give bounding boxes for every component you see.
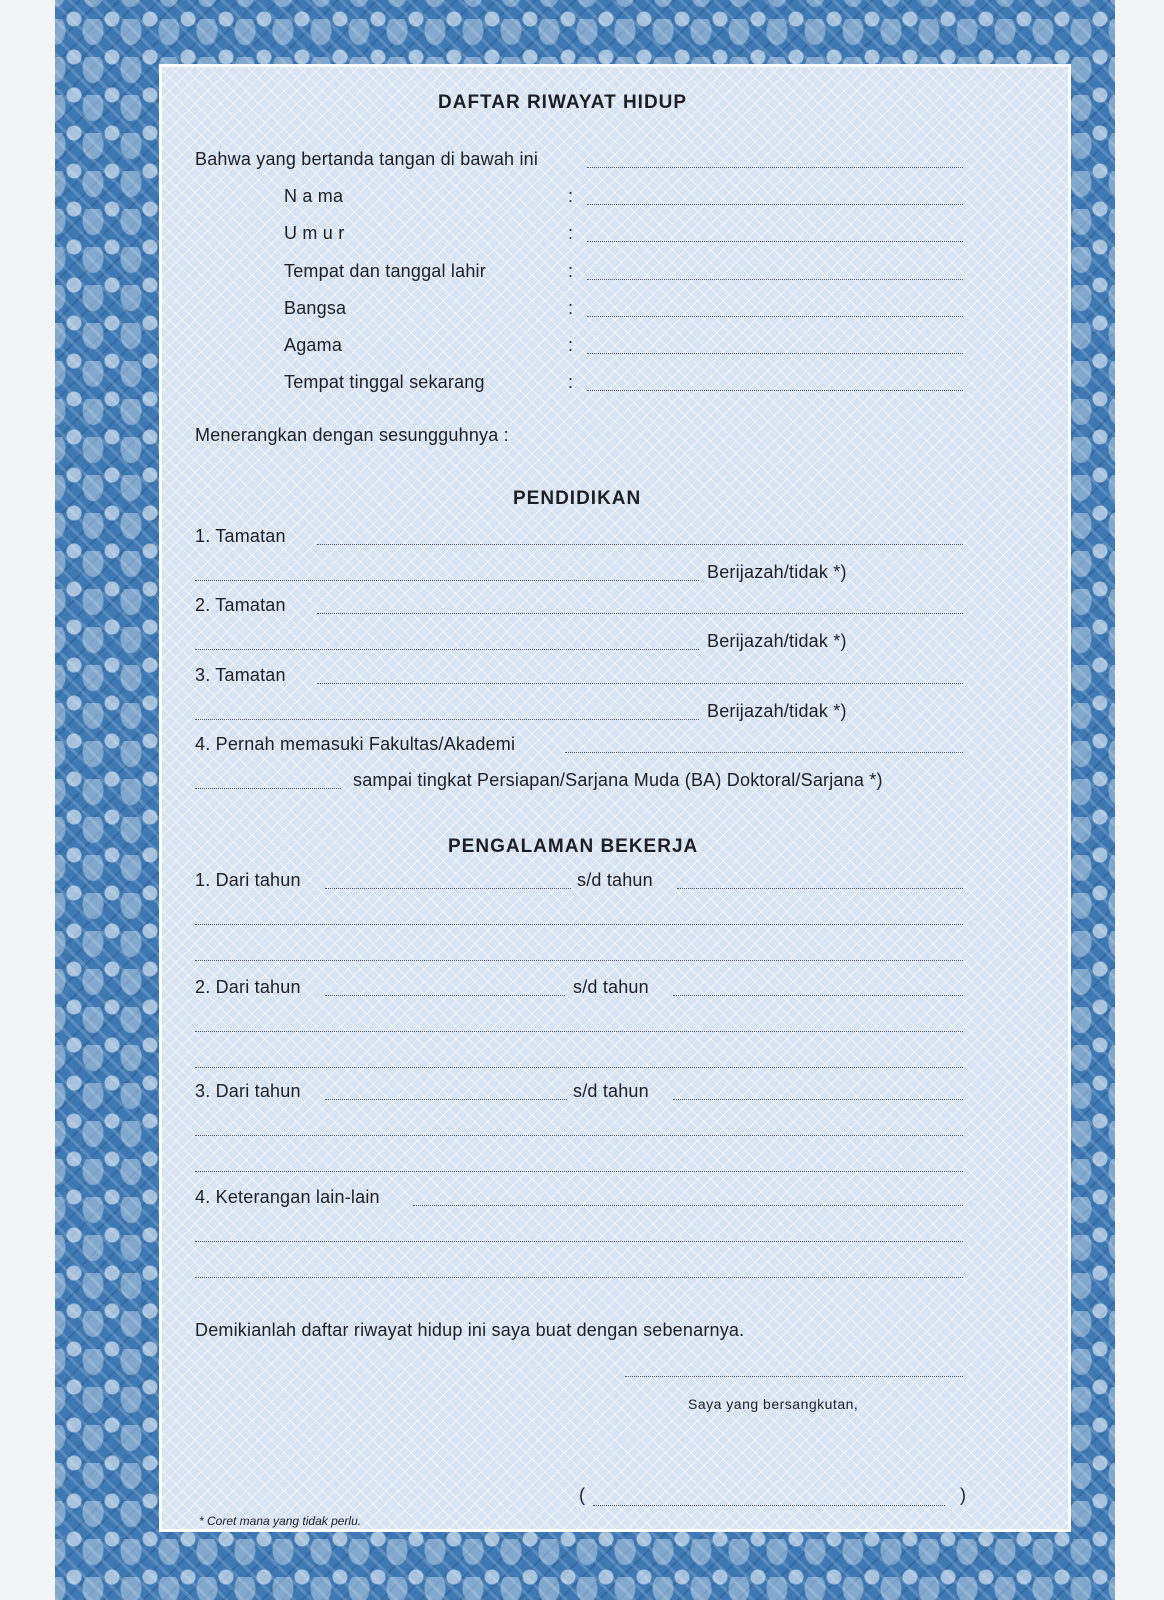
closing-text: Demikianlah daftar riwayat hidup ini saya buat dengan sebenarnya. [195, 1320, 745, 1340]
pengalaman-detail-3b[interactable] [195, 1171, 963, 1172]
field-colon: : [568, 223, 574, 243]
field-colon: : [568, 261, 574, 281]
tamatan-input-3[interactable] [317, 683, 963, 684]
keterangan-detail-b[interactable] [195, 1277, 963, 1278]
sd-tahun-input-2[interactable] [673, 995, 963, 996]
signature-close-paren: ) [960, 1485, 967, 1505]
tamatan-input-2b[interactable] [195, 649, 699, 650]
pengalaman-heading: PENGALAMAN BEKERJA [448, 836, 699, 857]
form-title: DAFTAR RIWAYAT HIDUP [438, 92, 688, 113]
field-input-tempat-tinggal[interactable] [587, 390, 963, 391]
tamatan-input-1b[interactable] [195, 580, 699, 581]
field-label-ttl: Tempat dan tanggal lahir [284, 261, 486, 281]
keterangan-input[interactable] [413, 1205, 963, 1206]
pengalaman-detail-2b[interactable] [195, 1067, 963, 1068]
signature-open-paren: ( [579, 1485, 586, 1505]
sd-tahun-label-2: s/d tahun [573, 977, 649, 997]
field-colon: : [568, 372, 574, 392]
dari-tahun-input-3[interactable] [325, 1099, 567, 1100]
pendidikan-heading: PENDIDIKAN [513, 488, 642, 509]
dari-tahun-label-1: 1. Dari tahun [195, 870, 301, 890]
intro-text: Bahwa yang bertanda tangan di bawah ini [195, 149, 539, 169]
sd-tahun-input-3[interactable] [673, 1099, 963, 1100]
berijazah-label-3: Berijazah/tidak *) [707, 701, 847, 721]
pengalaman-detail-1b[interactable] [195, 960, 963, 961]
field-colon: : [568, 298, 574, 318]
tamatan-label-3: 3. Tamatan [195, 665, 286, 685]
fakultas-input[interactable] [565, 752, 963, 753]
field-input-umur[interactable] [587, 241, 963, 242]
field-label-nama: N a ma [284, 186, 344, 206]
tamatan-label-1: 1. Tamatan [195, 526, 286, 546]
dari-tahun-label-3: 3. Dari tahun [195, 1081, 301, 1101]
tamatan-input-1[interactable] [317, 544, 963, 545]
footnote: * Coret mana yang tidak perlu. [199, 1514, 362, 1528]
place-date-input[interactable] [625, 1376, 963, 1377]
sd-tahun-label-1: s/d tahun [577, 870, 653, 890]
intro-line[interactable] [587, 167, 963, 168]
form-panel [159, 64, 1071, 1532]
signature-caption: Saya yang bersangkutan, [688, 1396, 859, 1412]
dari-tahun-input-2[interactable] [325, 995, 565, 996]
field-label-umur: U m u r [284, 223, 345, 243]
tamatan-input-3b[interactable] [195, 719, 699, 720]
sd-tahun-label-3: s/d tahun [573, 1081, 649, 1101]
sd-tahun-input-1[interactable] [677, 888, 963, 889]
field-input-nama[interactable] [587, 204, 963, 205]
field-colon: : [568, 186, 574, 206]
fakultas-label: 4. Pernah memasuki Fakultas/Akademi [195, 734, 516, 754]
field-input-agama[interactable] [587, 353, 963, 354]
field-label-agama: Agama [284, 335, 343, 355]
fakultas-tingkat-input[interactable] [195, 788, 341, 789]
tamatan-input-2[interactable] [317, 613, 963, 614]
field-input-ttl[interactable] [587, 279, 963, 280]
keterangan-label: 4. Keterangan lain-lain [195, 1187, 380, 1207]
field-colon: : [568, 335, 574, 355]
document-sheet [55, 0, 1115, 1600]
keterangan-detail-a[interactable] [195, 1241, 963, 1242]
berijazah-label-2: Berijazah/tidak *) [707, 631, 847, 651]
berijazah-label-1: Berijazah/tidak *) [707, 562, 847, 582]
statement-text: Menerangkan dengan sesungguhnya : [195, 425, 509, 445]
field-label-bangsa: Bangsa [284, 298, 347, 318]
field-input-bangsa[interactable] [587, 316, 963, 317]
signature-name-input[interactable] [593, 1505, 945, 1506]
pengalaman-detail-1a[interactable] [195, 924, 963, 925]
fakultas-suffix: sampai tingkat Persiapan/Sarjana Muda (BA) Doktoral/Sarjana *) [353, 770, 883, 790]
tamatan-label-2: 2. Tamatan [195, 595, 286, 615]
dari-tahun-input-1[interactable] [325, 888, 571, 889]
dari-tahun-label-2: 2. Dari tahun [195, 977, 301, 997]
pengalaman-detail-3a[interactable] [195, 1135, 963, 1136]
pengalaman-detail-2a[interactable] [195, 1031, 963, 1032]
field-label-tempat-tinggal: Tempat tinggal sekarang [284, 372, 485, 392]
